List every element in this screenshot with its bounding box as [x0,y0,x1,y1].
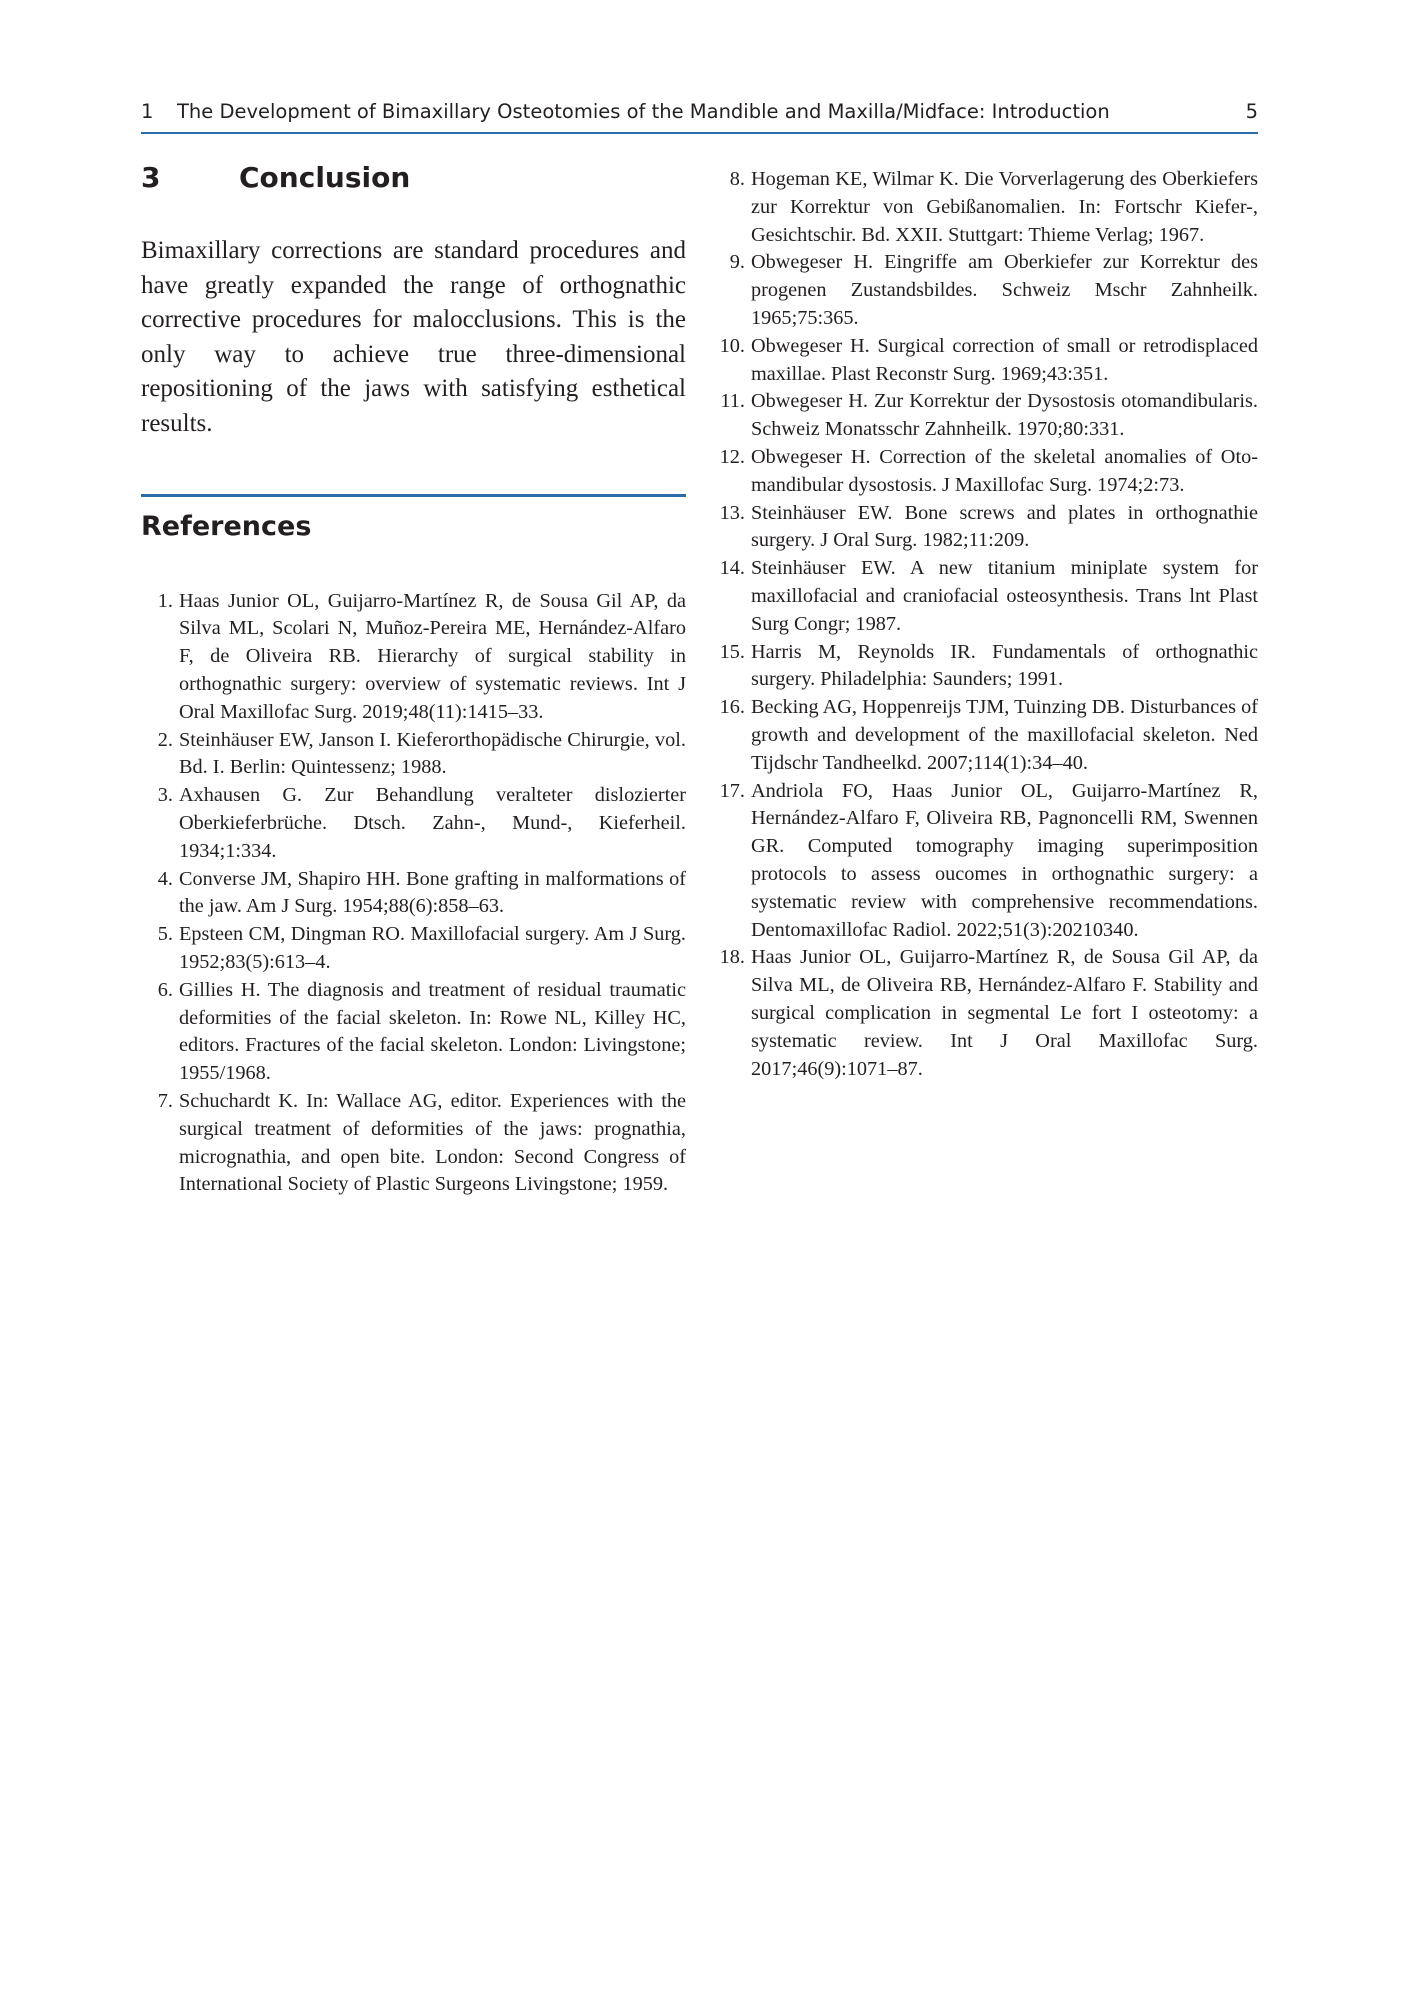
reference-number: 1. [157,589,173,612]
reference-item [141,782,686,865]
reference-item [141,727,686,783]
reference-text: Steinhäuser EW, Janson I. Kieferorthopädische Chirurgie, vol. Bd. I. Berlin: Quintessenz; 1988. [179,728,686,779]
reference-item [141,921,686,977]
reference-text: Obwegeser H. Surgical correction of small or retrodisplaced maxillae. Plast Reconstr Surg. 1969;43:351. [751,334,1258,385]
reference-item [713,639,1258,695]
reference-item [141,1088,686,1199]
section-title: Conclusion [239,161,411,194]
reference-text: Andriola FO, Haas Junior OL, Guijarro-Martínez R, Hernández-Alfaro F, Oliveira RB, Pagnoncelli RM, Swennen GR. Computed tomography imaging superimposition protocols to assess oucomes in orthognathic surgery: a systematic review with comprehensive recommendations. Dentomaxillofac Radiol. 2022;51(3):20210340. [751,779,1258,941]
reference-number: 5. [157,923,173,946]
reference-number: 13. [719,501,745,524]
reference-text: Schuchardt K. In: Wallace AG, editor. Experiences with the surgical treatment of deformities of the jaws: prognathia, micrognathia, and open bite. London: Second Congress of International Society of Plastic Surgeons Livingstone; 1959. [179,1089,686,1196]
reference-text: Harris M, Reynolds IR. Fundamentals of orthognathic surgery. Philadelphia: Saunders; 1991. [751,640,1258,691]
reference-number: 18. [719,946,745,969]
reference-item [713,778,1258,945]
section-heading [141,158,686,198]
reference-text: Epsteen CM, Dingman RO. Maxillofacial surgery. Am J Surg. 1952;83(5):613–4. [179,923,686,973]
reference-item [713,249,1258,332]
reference-text: Axhausen G. Zur Behandlung veralteter dislozierter Oberkieferbrüche. Dtsch. Zahn-, Mund-, Kieferheil. 1934;1:334. [179,784,686,862]
reference-text: Haas Junior OL, Guijarro-Martínez R, de Sousa Gil AP, da Silva ML, Scolari N, Muñoz-Pereira ME, Hernández-Alfaro F, de Oliveira RB. Hierarchy of surgical stability in orthognathic surgery: overview of systematic reviews. Int J Oral Maxillofac Surg. 2019;48(11):1415–33. [179,589,686,723]
section-number: 3 [141,161,161,194]
reference-item [713,444,1258,500]
reference-item [713,694,1258,777]
reference-number: 10. [719,334,745,357]
reference-text: Gillies H. The diagnosis and treatment of residual traumatic deformities of the facial skeleton. In: Rowe NL, Killey HC, editors. Fractures of the facial skeleton. London: Livingstone; 1955/1968. [179,978,686,1085]
reference-item [713,555,1258,638]
reference-item [713,333,1258,389]
chapter-number: 1 [141,100,154,123]
reference-text: Becking AG, Hoppenreijs TJM, Tuinzing DB. Disturbances of growth and development of the maxillofacial skeleton. Ned Tijdschr Tandheelkd. 2007;114(1):34–40. [751,696,1258,774]
reference-number: 8. [729,168,745,190]
reference-text: Obwegeser H. Correction of the skeletal anomalies of Oto-mandibular dysostosis. J Maxillofac Surg. 1974;2:73. [751,445,1258,496]
reference-item [141,588,686,727]
conclusion-paragraph: Bimaxillary corrections are standard procedures and have greatly expanded the range of orthognathic corrective procedures for malocclusions. This is the only way to achieve true three-dimensional repositioning of the jaws with satisfying esthetical results. [141,237,686,437]
running-head [141,98,1258,126]
reference-number: 4. [157,867,173,890]
chapter-title: The Development of Bimaxillary Osteotomies of the Mandible and Maxilla/Midface: Introduction [177,100,1110,123]
references-rule [141,494,686,497]
reference-text: Steinhäuser EW. A new titanium miniplate system for maxillofacial and craniofacial osteosynthesis. Trans lnt Plast Surg Congr; 1987. [751,557,1258,635]
reference-text: Obwegeser H. Eingriffe am Oberkiefer zur Korrektur des progenen Zustandsbildes. Schweiz Mschr Zahnheilk. 1965;75:365. [751,251,1258,329]
reference-text: Haas Junior OL, Guijarro-Martínez R, de Sousa Gil AP, da Silva ML, de Oliveira RB, Hernández-Alfaro F. Stability and surgical complication in segmental Le fort I osteotomy: a systematic review. Int J Oral Maxillofac Surg. 2017;46(9):1071–87. [751,946,1258,1080]
reference-number: 9. [729,251,745,274]
reference-item [141,977,686,1088]
reference-text: Steinhäuser EW. Bone screws and plates in orthognathie surgery. J Oral Surg. 1982;11:209. [751,501,1258,552]
left-column [141,158,686,1199]
reference-item [713,500,1258,556]
reference-text: Hogeman KE, Wilmar K. Die Vorverlagerung des Oberkiefers zur Korrektur von Gebißanomalien. In: Fortschr Kiefer-, Gesichtschir. Bd. XXII. Stuttgart: Thieme Verlag; 1967. [751,168,1258,246]
reference-text: Obwegeser H. Zur Korrektur der Dysostosis otomandibularis. Schweiz Monatsschr Zahnheilk. 1970;80:331. [751,390,1258,441]
reference-list-left [141,588,686,1200]
reference-number: 12. [719,445,745,468]
reference-item [713,944,1258,1083]
reference-number: 15. [719,640,745,663]
header-rule [141,132,1258,134]
right-column [713,166,1258,1083]
reference-number: 11. [720,390,745,413]
page-number: 5 [1245,100,1258,123]
reference-list-right [713,166,1258,1083]
reference-number: 16. [719,696,745,719]
reference-number: 14. [719,557,745,580]
references-heading: References [141,510,312,542]
reference-number: 6. [157,978,173,1001]
reference-item [141,866,686,922]
reference-item [713,166,1258,249]
reference-item [713,388,1258,444]
reference-text: Converse JM, Shapiro HH. Bone grafting in malformations of the jaw. Am J Surg. 1954;88(6):858–63. [179,867,686,918]
reference-number: 7. [157,1089,173,1112]
reference-number: 3. [157,784,173,807]
reference-number: 17. [719,779,745,802]
reference-number: 2. [157,728,173,751]
